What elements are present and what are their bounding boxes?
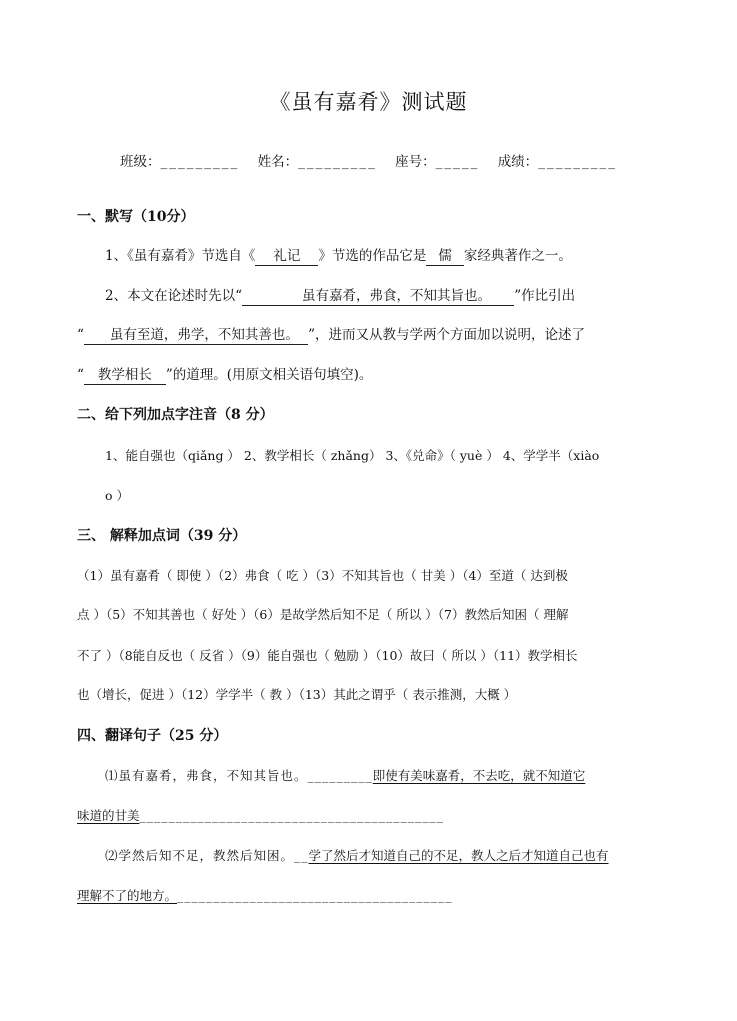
name-label: 姓名： bbox=[257, 154, 299, 170]
s3-line-2: 点 ）（5）不知其善也（ 好处 ）（6）是故学然后知不足（ 所以 ）（7）教然后知困（ 理解 bbox=[77, 607, 569, 622]
s4-q1-text-a: ⑴虽有嘉肴，弗食，不知其旨也。_________ bbox=[105, 768, 373, 783]
seat-label: 座号： bbox=[395, 154, 436, 170]
s1-q1-text-b: 》节选的作品它是 bbox=[318, 248, 427, 264]
s1-question-1 bbox=[105, 246, 665, 266]
s4-q2-text-a: ⑵学然后知不足，教然后知困。__ bbox=[105, 848, 309, 863]
s1-q1-text-c: 家经典著作之一。 bbox=[463, 248, 572, 264]
s1-q2-text-b: ”作比引出 bbox=[514, 288, 576, 304]
s1-q2-text-c: “ bbox=[77, 327, 84, 343]
s1-q2-answer-1: 虽有嘉肴，弗食，不知其旨也。 bbox=[242, 288, 514, 306]
s1-q2-answer-3: 教学相长 bbox=[84, 367, 166, 385]
s1-q2-text-a: 2、本文在论述时先以“ bbox=[105, 288, 242, 304]
score-label: 成绩： bbox=[497, 154, 539, 170]
s2-line-2: o ） bbox=[105, 488, 129, 503]
s4-q2-tail: ______________________________________ bbox=[177, 888, 453, 903]
score-blank: _________ bbox=[538, 154, 617, 170]
page-title: 《虽有嘉肴》测试题 bbox=[269, 90, 468, 114]
s1-q2-text-e: “ bbox=[77, 367, 84, 383]
s3-line-4: 也（增长，促进 ）（12）学学半（ 教 ）（13）其此之谓乎（ 表示推测，大概 ） bbox=[77, 687, 517, 702]
s4-q1-tail: __________________________________________ bbox=[139, 808, 445, 823]
s1-question-2-line-3 bbox=[77, 365, 667, 385]
s1-q1-answer-2: 儒 bbox=[426, 248, 464, 266]
s4-question-1-line-1 bbox=[105, 766, 665, 786]
section-3-heading: 三、 解释加点词（39 分） bbox=[77, 528, 247, 544]
s1-q1-answer-1: 礼记 bbox=[255, 248, 318, 266]
s4-question-2-line-1 bbox=[105, 846, 665, 866]
class-label: 班级： bbox=[120, 154, 161, 170]
class-blank: _________ bbox=[160, 154, 240, 170]
student-info-row bbox=[0, 150, 737, 170]
section-1-heading: 一、默写（10分） bbox=[77, 209, 195, 225]
name-blank: _________ bbox=[298, 154, 377, 170]
s3-line-1: （1）虽有嘉肴（ 即使 ）（2）弗食（ 吃 ）（3）不知其旨也（ 甘美 ）（4）至道（ 达到极 bbox=[77, 568, 568, 583]
s1-q2-text-f: ”的道理。(用原文相关语句填空)。 bbox=[165, 367, 373, 383]
s1-question-2-line-2 bbox=[77, 325, 667, 345]
s1-q1-text-a: 1、《虽有嘉肴》节选自《 bbox=[105, 248, 256, 264]
s4-q2-answer: 学了然后才知道自己的不足，教人之后才知道自己也有 bbox=[308, 848, 609, 863]
s1-q2-text-d: ”，进而又从教与学两个方面加以说明，论述了 bbox=[308, 327, 586, 343]
s2-line-1: 1、能自强也（qiǎng ） 2、教学相长（ zhǎng） 3、《兑命》（ yuè ） 4、学学半（xiào bbox=[105, 448, 600, 463]
seat-blank: _____ bbox=[435, 154, 480, 170]
s4-question-1-line-2 bbox=[77, 806, 667, 826]
s4-question-2-line-2 bbox=[77, 886, 667, 906]
section-4-heading: 四、翻译句子（25 分） bbox=[77, 728, 228, 744]
s4-q2-text-b: 理解不了的地方。 bbox=[77, 888, 178, 903]
s1-question-2-line-1 bbox=[105, 286, 665, 306]
s4-q1-answer: 即使有美味嘉肴，不去吃，就不知道它 bbox=[372, 768, 586, 783]
section-2-heading: 二、给下列加点字注音（8 分） bbox=[77, 407, 274, 423]
s4-q1-text-b: 味道的甘美 bbox=[77, 808, 140, 823]
s3-line-3: 不了 ）（8能自反也（ 反省 ）（9）能自强也（ 勉励 ）（10）故曰（ 所以 ）（11）教学相长 bbox=[77, 648, 578, 663]
s1-q2-answer-2: 虽有至道，弗学，不知其善也。 bbox=[84, 327, 308, 345]
